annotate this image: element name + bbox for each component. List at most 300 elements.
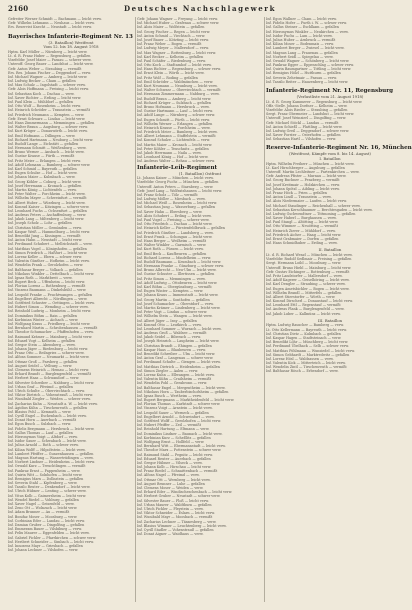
casualty-entry: Inf. Blasius Wimmer — Leuchtenberg — leicht verw. — [137, 523, 227, 528]
casualty-entry: Inf. Raimund Krämer — Mainburg — leicht verw. — [8, 334, 93, 339]
casualty-entry: Inf. Xaver Forster — Osterhofen — gefallen — [266, 133, 341, 138]
casualty-entry: Unteroff. Martin Lechleitner — Partenkirchen — verw. — [266, 170, 360, 175]
section-subheading: (1. Bataillon) Ostfront — [178, 170, 222, 176]
casualty-entry: Inf. Hieronymus Voigt — Altdorf — verw. — [8, 435, 78, 439]
casualty-entry: Inf. Georg Martin — Sonthofen — gefallen — [137, 297, 210, 302]
casualty-entry: Inf. Oswald Wagner — Schönberg — leicht verw. — [266, 58, 350, 63]
casualty-entry: Inf. Otto Wolf — Rosenheim — leicht verw. — [8, 104, 81, 109]
casualty-entry: Inf. Korbinian Winter — Aichach — verw. — [8, 317, 79, 322]
casualty-entry: Inf. Johann Maier — Kulmbach — verw. — [8, 175, 76, 180]
casualty-entry: Inf. Emil Hofmann — Dillingen — verw. — [8, 133, 76, 138]
casualty-entry: Inf. Adolf Lange — Nürnberg — schwer verw. — [137, 113, 216, 118]
casualty-entry: Gefr. Andreas Pfister — Murnau — leicht verw. — [266, 174, 347, 179]
casualty-entry: Inf. Matthias Vogel — Königshofen — gefallen — [8, 246, 87, 251]
casualty-entry: Inf. Adolf Ludwig — Ottobeuren — leicht verw. — [137, 280, 218, 285]
casualty-entry: Inf. Joseph Scholz — Lohr — gefallen — [8, 221, 72, 226]
casualty-entry: Inf. Florian Thomas — Karlstadt — schwer verw. — [137, 402, 221, 407]
casualty-entry: Inf. Ludwig Meyer — Mallersdorf — verw. — [137, 46, 210, 51]
casualty-entry: Inf. Albert Huber — Würzburg — leicht verw. — [8, 200, 86, 205]
casualty-entry: Inf. Felix Maurer — Eggenfelden — leicht verw. — [8, 531, 90, 536]
casualty-entry: Inf. Paul Vogel — Freising — schwer verw. — [137, 218, 210, 223]
spacer — [8, 30, 134, 33]
casualty-entry: Inf. Gustav Schuster — Illertissen — gefallen — [137, 272, 215, 277]
spacer — [266, 84, 394, 87]
casualty-entry: Inf. Albert Lehmann — Staffelstein — vermißt — [137, 134, 216, 139]
casualty-entry: Inf. Julius Huber — Arnbruck — vermißt — [266, 37, 336, 42]
casualty-entry: Inf. Benedikt Löhr — Münchberg — leicht verw. — [266, 340, 349, 345]
casualty-entry: Inf. Rudolf Braun — Amberg — leicht verw. — [137, 96, 212, 101]
section-heading: Infanterie-Leib-Regiment — [137, 164, 218, 171]
casualty-entry: Inf. Bernhard Martin — Schrobenhausen — vermißt — [8, 326, 98, 331]
casualty-entry: Inf. Lorenz Kuhn — Ellwangen — leicht verw. — [137, 372, 215, 377]
casualty-entry: Inf. Xaver Richter — Erding — leicht verw. — [8, 95, 82, 100]
casualty-entry: Inf. Franz Weber — Bogen — vermißt — [137, 42, 202, 47]
casualty-entry: Inf. Josef Herrmann — Kronach — gefallen — [8, 183, 82, 188]
casualty-entry: Inf. Matthias Dietrich — Heidenheim — gefallen — [137, 364, 220, 369]
casualty-entry: Inf. Fidelis Bergmann — Hersbruck — leicht verw. — [8, 426, 95, 431]
casualty-entry: Inf. Kaspar Weiß — Hammelburg — leicht verw. — [8, 229, 91, 234]
casualty-entry: Gefr. Josef Lang — Wolfratshausen — leicht verw. — [137, 188, 223, 193]
casualty-entry: Inf. Wunibald Mayr — Moosbach — vermißt — [137, 515, 213, 520]
casualty-entry: Inf. Ulrich Schulte — Oberviechtach — verw. — [8, 388, 86, 393]
casualty-entry: Hptm. Ludwig Rauscher — Bamberg — verw. — [266, 323, 344, 328]
casualty-entry: Inf. Christian Dietz — Kulmbach — gefallen — [266, 331, 341, 336]
casualty-entry: Inf. Sebastian Koch — Dachau — verw. — [8, 91, 75, 96]
casualty-entry: Inf. Bonifaz Moser — Moosburg — verw. — [8, 514, 78, 519]
casualty-entry: Inf. Julius Arnold — Roth — schwer verw. — [8, 443, 79, 448]
casualty-entry: Vizefeldw. Rudolf Sedlmair — Freising — gefallen — [266, 257, 352, 262]
casualty-entry: Inf. Emil Schröder — Waldmünchen — verw. — [137, 79, 214, 84]
casualty-entry: Inf. Tassilo Reuter — Denkendorf — leicht verw. — [8, 485, 91, 490]
casualty-entry: Inf. Christian Möller — Gemünden — verw. — [8, 225, 82, 230]
casualty-entry: Inf. Ludwig Gschwendtner — Tittmoning — gefallen — [266, 211, 356, 216]
casualty-entry: Lt. Otto Kellermann — Bayreuth — leicht verw. — [266, 327, 347, 332]
casualty-entry: Inf. Korbinian Kurz — Scheßlitz — gefallen — [137, 435, 211, 440]
casualty-entry: Inf. Engelbert Arnold — Schweinfurt — verw. — [137, 414, 215, 419]
casualty-entry: Inf. Gottfried Wolff — Gerolzhofen — leicht verw. — [137, 419, 222, 424]
casualty-entry: Inf. Anton Lindl — Traunstein — verw. — [266, 195, 332, 200]
casualty-entry: Inf. Michael Staudinger — Reichenhall — schwer verw. — [266, 203, 361, 208]
casualty-entry: Inf. Friedrich Neumann — Kempten — verw. — [8, 112, 85, 117]
casualty-entry: Inf. Kurt Roth — Füssen — leicht verw. — [137, 247, 204, 252]
casualty-entry: Inf. Gustav Krause — Fürth — vermißt — [8, 154, 75, 159]
casualty-entry: Inf. Richard Lorenz — Mindelheim — verw. — [137, 255, 212, 260]
casualty-entry: Inf. Wendel Riedel — Vohburg — gefallen — [8, 497, 79, 502]
casualty-entry: Inf. Silvester Bauer — Floß — leicht verw. — [137, 498, 210, 503]
casualty-entry: Inf. Peter Walter — Forchheim — leicht verw. — [8, 192, 86, 197]
casualty-entry: Gefr. Ernst Schwarz — Lindau — leicht verw. — [8, 116, 86, 121]
section-subheading: II. Bataillon — [318, 247, 342, 253]
casualty-entry: Inf. Ferdinand Übelhack — Selb — schwer verw. — [266, 344, 350, 349]
casualty-entry: Inf. Ludwig Greil — Deggendorf — schwer verw. — [266, 128, 350, 133]
text-column-left — [8, 17, 134, 604]
casualty-entry: Inf. Corbinian Eder — Landau — leicht verw. — [8, 518, 85, 523]
casualty-entry: Inf. Viktor Dietrich — Vohenstrauß — leicht verw. — [8, 393, 94, 398]
casualty-entry: Inf. Dominikus Böhm — Rain — gefallen — [8, 313, 77, 318]
casualty-entry: Lt. d. R. Georg Kammerer — Regensburg — leicht verw. — [266, 99, 363, 104]
casualty-entry: Inf. Kaspar Hagen — Stadtsteinach — verw. — [266, 335, 342, 340]
casualty-entry: Inf. Erhard Eder — Windischeschenbach — leicht verw. — [137, 490, 233, 495]
casualty-entry: Inf. Ulrich Pichler — Pleystein — verw. — [137, 506, 204, 511]
casualty-entry: Inf. Friedrich Aicher — Haag — leicht verw. — [266, 232, 342, 237]
casualty-entry: Inf. Adolf Lehmann — Bamberg — schwer verw. — [8, 162, 91, 167]
casualty-entry: Inf. Hieronymus Winkler — Neukirchen — verw. — [266, 29, 349, 34]
casualty-entry: Inf. Gregor Stein — Abensberg — verw. — [8, 342, 76, 347]
casualty-entry: Inf. Norbert Seidl — Spiegelau — verw. — [266, 54, 334, 59]
casualty-entry: Inf. Remigius Hölzl — Hutthurm — gefallen — [266, 71, 341, 76]
casualty-entry: Ers. Res. Johann Fischer — Deggendorf — verw. — [8, 70, 91, 75]
casualty-entry: Inf. Ferdinand Schubert — Mellrichstadt — verw. — [8, 242, 93, 247]
casualty-entry: Inf. August Seidel — Velburg — verw. — [8, 363, 73, 368]
casualty-entry: Inf. Ignaz Busch — Wertheim — verw. — [137, 393, 202, 398]
casualty-entry: Inf. Balthasar Rösch — Erbendorf — verw. — [266, 369, 339, 374]
casualty-entry: Inf. Sebastian Hartl — Vilshofen — verw. — [266, 137, 337, 142]
casualty-entry: Inf. Simon Friedrich — Haßfurt — leicht verw. — [8, 250, 88, 255]
casualty-entry: Inf. Alfons Sommer — Neumarkt — leicht verw. — [8, 355, 90, 360]
casualty-entry: Inf. Alfons Nagel — Pfreimd — verw. — [137, 473, 200, 478]
section-subheading: (Westfront, Kämpfe vom 8. bis 14. August) — [289, 151, 371, 157]
casualty-entry: Gefr. Wilhelm Lehmann — Neuhaus — leicht verw. — [8, 21, 95, 26]
casualty-entry: Inf. Theodor Schumacher — Pfaffenhofen — verw. — [8, 330, 94, 335]
casualty-entry: Inf. Gabriel Pichler — Pfarrkirchen — schwer verw. — [8, 535, 97, 540]
casualty-entry: Inf. Georg Buchner — Penzberg — vermißt — [266, 178, 340, 183]
casualty-entry: Inf. Wendelin Pohl — Gerabronn — verw. — [137, 381, 208, 386]
casualty-entry: Inf. Florian Lorenz — Rothenburg — vermißt — [8, 284, 86, 289]
section-heading: Infanterie-Regiment Nr. 11, Regensburg — [266, 88, 394, 94]
casualty-entry: Inf. Donat Aigner — Waidhaus — verw. — [137, 532, 204, 537]
casualty-entry: Unteroff. Anton Peters — Starnberg — verw. — [137, 184, 214, 189]
casualty-entry: Hptm. Karl Müller — Nürnberg — leicht verw. — [8, 49, 88, 54]
casualty-entry: Inf. Hubert Pfeiffer — Zeil — vermißt — [137, 423, 201, 428]
casualty-entry: Inf. Valentin Günther — Hofheim — leicht verw. — [8, 259, 90, 264]
casualty-entry: Inf. Wilhelm Stein — Wangen — leicht verw. — [137, 314, 213, 319]
running-title: Deutsches Nachschlagewerk — [123, 3, 277, 13]
page-header — [8, 2, 392, 14]
casualty-entry: Inf. Paul Klein — Mühldorf — gefallen — [8, 100, 74, 104]
casualty-entry: Inf. Karl Böhm — Obergünzburg — vermißt — [137, 285, 212, 290]
casualty-entry: Inf. Wolfgang Kraus — Friedberg — leicht verw. — [8, 321, 91, 326]
casualty-entry: Inf. Konrad Otto — Leutkirch — verw. — [137, 322, 202, 327]
casualty-entry: Inf. Reinhold Ludwig — Monheim — leicht verw. — [8, 309, 92, 314]
casualty-entry: Inf. Michael Huber — Grafenau — schwer verw. — [137, 21, 220, 26]
casualty-entry: Inf. Tassilo Reiter — Hauzenberg — leicht verw. — [266, 79, 349, 84]
casualty-entry: Inf. Alois Schubert — Erding — leicht verw. — [137, 213, 212, 218]
casualty-entry: Inf. Michael Wagner — Amberg — leicht verw. — [8, 74, 88, 79]
casualty-entry: Inf. Remigius Marx — Dollnstein — gefallen — [8, 476, 84, 481]
casualty-entry: Inf. Pankraz Egger — Eppenschlag — schwer verw. — [266, 63, 354, 68]
casualty-entry: Inf. Rudolf Lange — Eichstätt — gefallen — [8, 141, 79, 146]
casualty-entry: Gefreiter Werner Schmidt — Bachmann — leicht verw. — [8, 17, 102, 21]
casualty-entry: Inf. Adam Brunner — Au — vermißt — [8, 510, 70, 515]
casualty-entry: Inf. Leopold Sauer — Werneck — gefallen — [137, 410, 209, 415]
casualty-entry: Inf. Heinrich Zierer — Mühldorf — verw. — [266, 228, 336, 233]
casualty-entry: Inf. Erhard Brandt — Burglengenfeld — vermißt — [8, 372, 92, 377]
casualty-entry: Inf. Blasius Pohl — Kemnath — verw. — [8, 409, 72, 414]
casualty-entry: Inf. Kurt Krüger — Donauwörth — leicht verw. — [8, 129, 88, 134]
casualty-entry: Inf. Silvester Schreiber — Nabburg — leicht verw. — [8, 380, 95, 385]
casualty-entry: Inf. Leonhard Ettl — Regenstauf — vermißt — [266, 303, 341, 308]
casualty-entry: Inf. Emmeram Bauer — Vilsbiburg — verw. — [8, 527, 82, 532]
casualty-entry: Inf. Leonhard Sommer — Wurzach — leicht verw. — [137, 326, 222, 331]
casualty-entry: Inf. Hans Berger — Weilheim — vermißt — [137, 238, 207, 243]
casualty-entry: Unteroff. Josef Weinzierl — Dingolfing — verw. — [266, 116, 347, 121]
section-subheading: III. Bataillon — [317, 317, 343, 323]
casualty-entry: Inf. Simon Ziegler — Aalen — verw. — [137, 368, 199, 373]
casualty-entry: Inf. Ernst Grabmaier — Dorfen — gefallen — [266, 237, 339, 242]
casualty-entry: Inf. Herbert Haas — Schwandorf — verw. — [8, 376, 80, 381]
casualty-entry: Hptm. Wilhelm Freiherr — München — leicht verw. — [266, 161, 355, 166]
casualty-entry: Inf. Josef Kreitmair — Holzkirchen — verw. — [266, 182, 340, 187]
column-rule — [135, 17, 136, 602]
casualty-entry: Inf. Oswald Kurz — Treuchtlingen — vermißt — [8, 464, 86, 469]
casualty-entry: Inf. Paul Stangl — Altötting — leicht verw. — [266, 220, 339, 225]
casualty-entry: Inf. Gregor Hübner — Vilseck — verw. — [137, 460, 203, 465]
casualty-entry: Inf. Hermann Franke — Günzburg — schwer verw. — [137, 264, 224, 269]
casualty-entry: Ers. Reservist Knecht — Neustadt — leicht verw. — [8, 25, 92, 30]
casualty-entry: Inf. Benedikt Schreiber — Ulm — leicht verw. — [137, 352, 216, 357]
casualty-entry: Inf. Wilhelm Brandl — Mitterfels — gefallen — [266, 290, 342, 295]
casualty-entry: Inf. Zacharias Kuhn — Neustadt a. W. — leicht verw. — [8, 401, 98, 406]
casualty-entry: Inf. Kilian Wolff — Hilpoltstein — leicht verw. — [8, 447, 86, 452]
casualty-entry: Inf. Cyrill Stadler — Vohenstrauß — gefallen — [137, 527, 214, 532]
casualty-entry: Inf. Kaspar Haas — Blaubeuren — verw. — [137, 347, 206, 352]
casualty-entry: Inf. Theodor Marx — Pottenstein — schwer verw. — [137, 448, 222, 453]
text-column-right — [266, 17, 412, 604]
casualty-entry: Inf. Gallus Thomas — Lauf — gefallen — [8, 430, 73, 435]
casualty-entry: Inf. Albert Stierstorfer — Wörth — verw. — [266, 294, 336, 299]
casualty-entry: Inf. Nikolaus Horn — Tauberbischofsheim — gefallen — [137, 389, 229, 394]
casualty-entry: Inf. Jakob Luber — Kallmünz — leicht verw. — [266, 311, 341, 316]
casualty-entry: Lt. Karl Hirschberger — Augsburg — gefallen — [266, 165, 345, 170]
casualty-entry: Inf. Viktor Schneider — Eslarn — leicht verw. — [137, 511, 215, 516]
casualty-entry: Inf. Anton Schmid — Viechtach — verw. — [137, 33, 206, 38]
casualty-entry: Inf. Eduard Vogt — Kelheim — gefallen — [8, 338, 76, 343]
casualty-entry: Inf. Anton Graf — Langenau — schwer verw. — [137, 356, 214, 361]
casualty-entry: Inf. Gallus Steiner — Eschlkam — gefallen — [266, 25, 339, 30]
casualty-entry: Lt. d. R. Franz Huber — Regensburg — gefallen — [8, 53, 91, 58]
casualty-entry: Inf. Walter Schwarz — Oberviechtach — vermißt — [137, 88, 221, 93]
casualty-entry: Inf. Anton Hahn — Neustadt — leicht verw. — [8, 238, 83, 243]
casualty-entry: Inf. Hermann Schmitt — Weißenburg — verw. — [8, 146, 87, 151]
casualty-entry: Inf. Severin Stahl — Kipfenberg — verw. — [8, 481, 78, 486]
casualty-entry: Inf. Quirin Baumgartner — Tittling — leicht verw. — [266, 67, 352, 72]
casualty-entry: Inf. Cyrill Engel — Eschenbach — leicht verw. — [8, 414, 87, 419]
casualty-entry: Inf. Eugen Schmitt — Fürth — leicht verw. — [137, 117, 210, 122]
casualty-entry: Inf. Friedrich Meier — Bamberg — leicht verw. — [137, 130, 218, 135]
casualty-entry: Sergt. Hermann Loibl — Moosburg — verw. — [266, 261, 342, 266]
casualty-entry: Inf. Franz Höck — Prien — gefallen — [266, 190, 327, 195]
casualty-entry: Inf. Johann Kraus — Immenstadt — leicht verw. — [137, 293, 219, 298]
casualty-entry: Inf. Lorenz Keller — Ebern — schwer verw. — [8, 254, 83, 259]
casualty-entry: Inf. Konrad Dirscherl — Donaustauf — leicht verw. — [266, 299, 353, 304]
casualty-entry: Inf. Andreas Peters — Aschaffenburg — verw. — [8, 213, 87, 218]
casualty-entry: Inf. Max Wagner — Rottenburg — leicht verw. — [137, 50, 217, 55]
casualty-entry: Inf. Franz Riedel — Schnaittenbach — vermißt — [137, 469, 218, 474]
casualty-entry: Inf. Walter Winkler — Garmisch — verw. — [137, 243, 207, 248]
casualty-entry: Inf. Lorenz Hösl — Waldsassen — verw. — [266, 356, 334, 361]
casualty-entry: Inf. Michael Weiß — Rosenheim — leicht verw. — [137, 201, 218, 206]
section-heading: Reserve-Infanterie-Regiment Nr. 16, München — [266, 145, 412, 152]
casualty-entry: Inf. Paul Schäfer — Riedenburg — verw. — [137, 58, 206, 63]
casualty-entry: Inf. Zeno Ott — Wolnzach — leicht verw. — [8, 506, 78, 511]
casualty-entry: Inf. Max Schulz — Ingolstadt — schwer verw. — [8, 83, 86, 88]
casualty-entry: Inf. Ferdinand Schulte — Giengen — leicht verw. — [137, 360, 221, 365]
casualty-entry: Inf. Donat Horn — Auerbach — vermißt — [8, 418, 77, 423]
casualty-entry: Inf. Richard Krüger — Sulzbach — gefallen — [137, 100, 212, 105]
casualty-entry: Inf. Konrad Schulze — Lichtenfels — verw. — [137, 138, 211, 143]
casualty-entry: Inf. Leonhard König — Hof — leicht verw. — [137, 155, 209, 160]
casualty-entry: Inf. Herbert Gruber — Neustadt — schwer verw. — [137, 494, 221, 499]
casualty-entry: Inf. Vinzenz Baumann — Dinkelsbühl — verw. — [8, 288, 87, 293]
casualty-entry: Inf. Clemens Heinrich — Hemau — leicht verw. — [8, 368, 90, 372]
casualty-entry: Inf. Xaver Hahn — Ebersberg — verw. — [137, 209, 203, 214]
casualty-entry: Inf. Peter Vogt — Lindau — schwer verw. — [137, 310, 208, 315]
casualty-entry: Inf. Balthasar Engel — Mergentheim — leicht verw. — [137, 385, 226, 390]
casualty-entry: Inf. Martin Krämer — Lindenberg — leicht verw. — [137, 305, 221, 310]
casualty-entry: Inf. Martin König — Lichtenfels — verw. — [8, 187, 77, 192]
casualty-entry: Inf. Magnus Lang — Frauenau — gefallen — [266, 50, 338, 55]
casualty-entry: Inf. Magnus Hartung — Wassertrüdingen — verw. — [8, 455, 94, 460]
casualty-entry: Inf. Karl Schmid — Bayreuth — gefallen — [8, 167, 77, 171]
casualty-entry: Inf. Ludwig Möller — Miesbach — verw. — [137, 197, 206, 202]
casualty-entry: Inf. Bruno Werner — Ansbach — leicht verw. — [8, 150, 85, 155]
section-subheading: (Verlustliste vom 21. August 1918) — [296, 94, 364, 99]
casualty-entry: Inf. Ägidius Kühn — Tirschenreuth — gefallen — [8, 405, 88, 410]
casualty-entry: Inf. Konrad Kaiser — Kitzingen — schwer verw. — [8, 204, 90, 209]
casualty-entry: Inf. Wilhelm Mayer — Schweinfurt — vermißt — [8, 196, 87, 201]
casualty-entry: Inf. Kilian Moser — Bodenmais — verw. — [266, 42, 334, 47]
casualty-entry: Inf. Johann Lechner — Vilshofen — verw. — [8, 548, 79, 553]
casualty-entry: Inf. Emil Beck — Kaufbeuren — gefallen — [137, 251, 207, 256]
casualty-entry: Lt. Johann Kaiser — München — leicht verw. — [137, 176, 214, 181]
casualty-entry: Inf. Andreas Groß — Waldsee — vermißt — [137, 331, 207, 336]
section-subheading: Vom 12. bis 18. August 1918 — [43, 44, 99, 50]
casualty-entry: Inf. Eduard Reuter — Auerbach — gefallen — [137, 456, 211, 461]
casualty-entry: Inf. Quirin Witt — Solnhofen — leicht verw. — [8, 472, 83, 477]
casualty-entry: Inf. Martin Maier — Kronach — leicht verw. — [137, 142, 213, 147]
casualty-entry: Inf. Egon Busch — Sulzbach — verw. — [8, 422, 72, 427]
casualty-entry: Inf. Andreas Plank — Burglengenfeld — verw. — [266, 307, 345, 312]
casualty-entry: Vizefeldw. Alois Rieder — Straubing — gefallen — [266, 107, 348, 112]
casualty-entry: Inf. Isidor Sauer — Schwabach — leicht verw. — [8, 439, 87, 444]
casualty-entry: Inf. Norbert Lindner — Heidenheim — leicht verw. — [8, 460, 95, 465]
casualty-entry: Inf. Matthias Pöhlmann — Wunsiedel — leicht verw. — [266, 348, 355, 353]
casualty-entry: Inf. Simon Gebhardt — Marktredwitz — gefallen — [266, 352, 350, 357]
casualty-entry: Inf. Xaver Haberl — Burghausen — verw. — [266, 216, 337, 221]
casualty-entry: Inf. Fidelis Hofer — Furth i. W. — schwer verw. — [266, 21, 347, 26]
casualty-entry: Inf. Walter Braun — Augsburg — schwer verw. — [8, 125, 89, 130]
casualty-entry: Inf. Jakob Lang — Miltenberg — leicht verw. — [8, 217, 85, 222]
casualty-entry: Inf. Balthasar Berger — Volkach — gefallen — [8, 267, 83, 272]
casualty-entry: Inf. Benedikt Jung — Kissingen — vermißt — [8, 234, 81, 238]
casualty-entry: Inf. Peter Köhler — Teuschnitz — gefallen — [137, 146, 209, 151]
casualty-entry: Sergt. Franz Obermeier — Landshut — leicht verw. — [266, 112, 355, 117]
casualty-entry: Inf. Jakob Herrmann — Naila — verw. — [137, 151, 202, 155]
casualty-entry: Inf. Eugen Schulze — Hof — leicht verw. — [8, 171, 78, 176]
casualty-entry: Inf. Rupert Bergmann — Marktheidenfeld — leicht verw. — [137, 398, 235, 403]
page-number: 2160 — [8, 3, 29, 13]
casualty-entry: Inf. Hubert Simon — Wemding — schwer verw. — [8, 305, 89, 310]
casualty-entry: Inf. Zacharias Lechner — Tännesberg — verw. — [137, 519, 217, 524]
casualty-entry: Inf. Kurt Neumann — Neunburg — leicht verw. — [137, 84, 218, 88]
casualty-entry: Vizefeldw. Josef Maier — Passau — schwer verw. — [8, 58, 92, 63]
casualty-entry: Inf. Hans Schmidhuber — Erding — verw. — [266, 241, 338, 246]
casualty-entry: Inf. Ernst Klein — Wörth — leicht verw. — [137, 71, 205, 76]
casualty-entry: Inf. Ignaz Roth — Marktbreit — verw. — [8, 275, 73, 280]
casualty-entry: Inf. Wilhelm Werner — Erlangen — gefallen — [137, 121, 213, 126]
casualty-entry: Inf. Hermann Zimmermann — Nabburg — verw. — [137, 92, 220, 97]
casualty-entry: Unteroff. Georg Bauer — Landshut — leicht verw. — [8, 62, 94, 67]
text-column-middle — [137, 17, 263, 604]
casualty-entry: Gefr. Gustav Eichinger — Rottenburg — vermißt — [266, 269, 350, 274]
casualty-entry: Inf. Wendelin Zintl — Tirschenreuth — vermißt — [266, 365, 347, 370]
casualty-entry: Inf. Clemens Moser — Weiden — verw. — [137, 486, 204, 491]
section-subheading: I. Bataillon — [319, 156, 341, 162]
casualty-entry: Inf. Innozenz Mayr — Griesbach — gefallen — [8, 543, 83, 548]
casualty-entry: Inf. Josef Schumacher — Oberstdorf — verw. — [137, 301, 214, 306]
casualty-entry: Inf. Bruno Albrecht — Neu-Ulm — leicht verw. — [137, 268, 217, 273]
casualty-entry: Unteroff. Bruno Hiebl — Mainburg — leicht verw. — [266, 265, 352, 270]
casualty-entry: Inf. Severin Zehetmair — Passau — verw. — [266, 75, 337, 80]
casualty-entry: Inf. Heinrich Schröder — Traunstein — vermißt — [8, 108, 90, 113]
casualty-entry: Inf. Hans Richter — Regensburg — schwer verw. — [137, 67, 221, 72]
column-rule — [264, 17, 265, 602]
casualty-entry: Gefr. Alois Hoffmann — Freising — leicht verw. — [8, 87, 90, 92]
casualty-entry: Inf. Ulrich Hübner — Lenting — schwer verw. — [8, 489, 87, 494]
casualty-entry: Inf. Vinzenz Voigt — Arnstein — leicht verw. — [137, 406, 213, 411]
casualty-entry: Inf. Bruno Hofmann — Hersbruck — verw. — [137, 104, 210, 109]
casualty-entry: Inf. Urban Maurer — Waldthurn — gefallen — [137, 502, 212, 507]
section-subheading: (3. Bataillon) Westfront — [48, 39, 94, 45]
casualty-entry: Inf. Christian Brandt — Ehingen — gefallen — [137, 343, 212, 348]
casualty-entry: Inf. Xaver Nagel — Geisenfeld — verw. — [8, 502, 75, 506]
casualty-entry: Inf. Isidor Fuchs — Lam — leicht verw. — [266, 33, 333, 38]
casualty-entry: Inf. Gustav Hartmann — Lauf — leicht verw. — [137, 109, 214, 114]
casualty-entry: Inf. Leonhard Fuchs — Ochsenfurt — gefallen — [8, 208, 87, 213]
casualty-entry: Inf. Franz Scholz — Tölz — vermißt — [137, 192, 198, 197]
casualty-entry: Inf. Wendelin Frank — Gerolzhofen — verw. — [8, 263, 84, 268]
casualty-entry: Inf. Fritz Meier — Erlangen — leicht verw. — [8, 158, 81, 163]
casualty-entry: Inf. Ernst Frank — Schongau — leicht verw. — [137, 234, 213, 239]
casualty-entry: Inf. Otto Koch — Stadtamhof — leicht verw. — [137, 63, 212, 68]
casualty-entry: Inf. Ottmar Ott — Wernberg — leicht verw. — [137, 477, 211, 482]
casualty-entry: Inf. Sebastian Kerschbaumer — Berchtesgaden — leicht verw. — [266, 207, 373, 212]
casualty-entry: Inf. Pankraz Ernst — Pappenheim — verw. — [8, 468, 81, 473]
casualty-entry: Inf. Johann Kolb — Hirschau — leicht verw. — [137, 465, 212, 470]
casualty-entry: Inf. Fritz Wolf — Roding — gefallen — [137, 75, 198, 80]
casualty-entry: Inf. Ludwig Becker — Cham — gefallen — [8, 79, 76, 84]
casualty-entry: Inf. Wunibald Ziegler — Weiden — schwer verw. — [8, 397, 91, 402]
casualty-entry: Inf. Damian Gruber — Dingolfing — gefallen — [8, 522, 85, 527]
casualty-entry: Inf. Eugen Ametsbichler — Bogen — leicht verw. — [266, 286, 350, 291]
casualty-entry: Inf. Lambert Pfeiffer — Gunzenhausen — gefallen — [8, 451, 94, 456]
casualty-entry: Inf. Joseph Heinrich — Laupheim — leicht verw. — [137, 339, 220, 344]
casualty-entry: Inf. Heribert Schneider — Simbach — leicht verw. — [8, 539, 95, 544]
casualty-entry: Inf. Heinrich Keller — Fürstenfeldbruck — gefallen — [137, 226, 225, 231]
casualty-entry: Inf. Georg Köhler — Coburg — leicht verw. — [8, 179, 82, 184]
casualty-entry: Inf. Friedrich Günther — Landsberg — verw. — [137, 230, 214, 235]
casualty-entry: Inf. August Brunner — Luhe — gefallen — [137, 481, 205, 486]
casualty-entry: Inf. Anton Schießl — Plattling — leicht verw. — [266, 124, 343, 129]
casualty-entry: Inf. Johann Spötzl — Aibling — leicht verw. — [266, 186, 340, 191]
casualty-entry: Inf. Engelbert Albrecht — Nördlingen — verw. — [8, 296, 88, 301]
casualty-entry: Inf. Gottfried Schuster — Oettingen — leicht verw. — [8, 301, 95, 305]
casualty-entry: Inf. Valentin Kühn — Crailsheim — vermißt — [137, 377, 212, 382]
casualty-entry: Inf. Adolf Kagerer — Geiselhöring — leicht verw. — [266, 278, 350, 283]
casualty-entry: Inf. Karl Dengler — Straubing — schwer verw. — [266, 282, 346, 287]
casualty-entry: Inf. Ottmar Groß — Parsberg — gefallen — [8, 359, 78, 364]
casualty-entry: Inf. Rupert Beck — Uffenheim — leicht verw. — [8, 280, 86, 285]
